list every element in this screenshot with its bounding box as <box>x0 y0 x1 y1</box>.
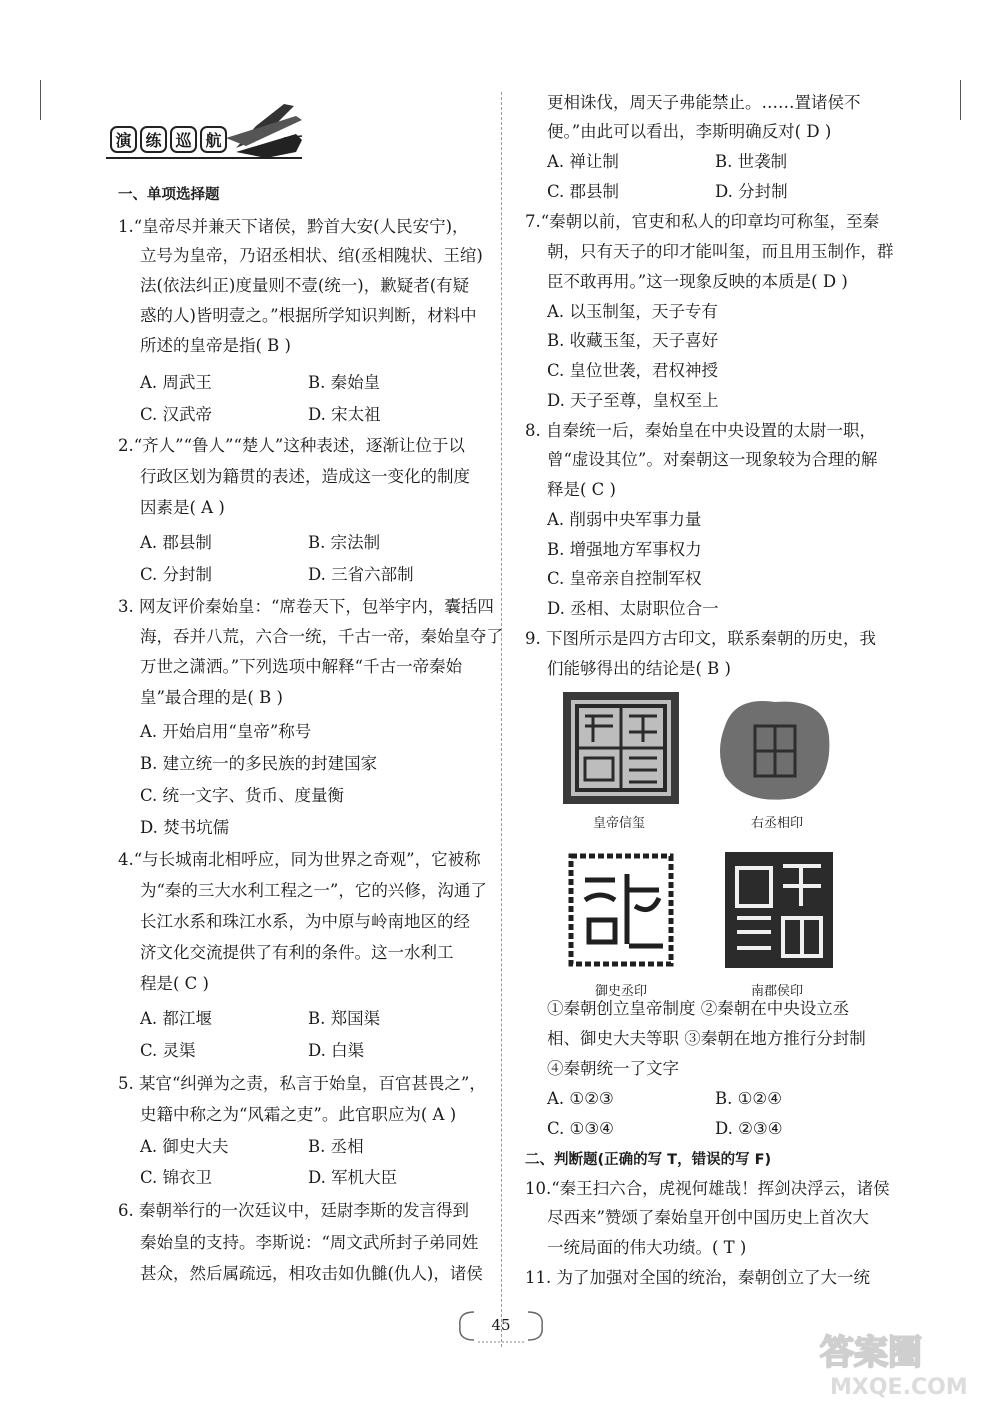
question-text: 11. 为了加强对全国的统治，秦朝创立了大一统 <box>525 1268 870 1287</box>
option: D. 军机大臣 <box>308 1168 398 1187</box>
seal-caption: 皇帝信玺 <box>593 816 646 831</box>
question-text: 2.“齐人”“鲁人”“楚人”这种表述，逐渐让位于以 <box>118 436 465 455</box>
seal-caption: 御史丞印 <box>595 984 648 999</box>
seal-image <box>725 852 833 968</box>
option: C. 锦衣卫 <box>140 1168 213 1187</box>
option: A. 削弱中央军事力量 <box>547 510 702 529</box>
option: B. ①②④ <box>715 1089 782 1108</box>
column-divider <box>501 92 502 1347</box>
question-text: 尽西来”赞颂了秦始皇开创中国历史上首次大 <box>547 1208 869 1227</box>
seal-caption: 右丞相印 <box>751 816 804 831</box>
question-text: 一统局面的伟大功绩。( T ) <box>547 1238 747 1257</box>
question-text: 行政区划为籍贯的表述，造成这一变化的制度 <box>140 467 470 486</box>
option: D. 焚书坑儒 <box>140 818 230 837</box>
option: D. 丞相、太尉职位合一 <box>547 599 719 618</box>
statement-text: ④秦朝统一了文字 <box>547 1059 679 1078</box>
question-text: 朝，只有天子的印才能叫玺，而且用玉制作，群 <box>547 242 894 261</box>
question-text: 因素是( A ) <box>140 498 225 517</box>
banner-char: 航 <box>200 126 227 153</box>
question-text: 6. 秦朝举行的一次廷议中，廷尉李斯的发言得到 <box>118 1201 469 1220</box>
question-text: 9. 下图所示是四方古印文，联系秦朝的历史，我 <box>525 629 876 648</box>
svg-text:答案圈: 答案圈 <box>820 1333 922 1373</box>
option: B. 秦始皇 <box>308 373 381 392</box>
question-text: 便。”由此可以看出，李斯明确反对( D ) <box>547 122 832 141</box>
option: C. 郡县制 <box>547 182 620 201</box>
question-text: 5. 某官“纠弹为之责，私言于始皇，百官甚畏之”， <box>118 1074 486 1093</box>
question-text: 释是( C ) <box>547 480 616 499</box>
svg-text:MXQE.COM: MXQE.COM <box>830 1375 968 1400</box>
statement-text: ①秦朝创立皇帝制度 ②秦朝在中央设立丞 <box>547 999 850 1018</box>
question-text: 8. 自秦统一后，秦始皇在中央设置的太尉一职， <box>525 421 876 440</box>
question-text: 程是( C ) <box>140 974 209 993</box>
question-text: 史籍中称之为“风霜之吏”。此官职应为( A ) <box>140 1105 457 1124</box>
option: D. 天子至尊，皇权至上 <box>547 391 719 410</box>
question-text: 更相诛伐，周天子弗能禁止。……置诸侯不 <box>547 93 861 112</box>
option: C. 汉武帝 <box>140 405 213 424</box>
option: C. 灵渠 <box>140 1041 196 1060</box>
option: C. ①③④ <box>547 1119 614 1138</box>
question-text: 万世之潇洒。”下列选项中解释“千古一帝秦始 <box>140 657 463 676</box>
option: B. 建立统一的多民族的封建国家 <box>140 754 378 773</box>
option: A. 郡县制 <box>140 533 212 552</box>
option: A. 御史大夫 <box>140 1137 229 1156</box>
question-text: 为“秦的三大水利工程之一”，它的兴修，沟通了 <box>140 881 487 900</box>
watermark-logo <box>800 1320 1000 1402</box>
option: A. 都江堰 <box>140 1009 212 1028</box>
question-text: 立号为皇帝，乃诏丞相状、绾(丞相隗状、王绾) <box>140 246 483 265</box>
question-text: 臣不敢再用。”这一现象反映的本质是( D ) <box>547 272 848 291</box>
option: A. 禅让制 <box>547 152 619 171</box>
question-text: 曾“虚设其位”。对秦朝这一现象较为合理的解 <box>547 450 878 469</box>
section-heading: 二、判断题(正确的写 T，错误的写 F) <box>525 1152 772 1168</box>
banner-char: 巡 <box>170 126 197 153</box>
question-text: 10.“秦王扫六合，虎视何雄哉！挥剑决浮云，诸侯 <box>525 1179 890 1198</box>
option: B. 世袭制 <box>715 152 788 171</box>
section-heading: 一、单项选择题 <box>118 187 220 203</box>
question-text: 济文化交流提供了有利的条件。这一水利工 <box>140 943 454 962</box>
option: B. 收藏玉玺，天子喜好 <box>547 331 719 350</box>
crop-mark <box>960 80 961 120</box>
question-text: 甚众，然后属疏远，相攻击如仇雠(仇人)，诸侯 <box>140 1264 483 1283</box>
seal-caption: 南郡侯印 <box>751 984 804 999</box>
seal-image <box>715 696 833 802</box>
seal-image <box>565 850 677 970</box>
question-text: 7.“秦朝以前，官吏和私人的印章均可称玺，至秦 <box>525 212 880 231</box>
option: D. ②③④ <box>715 1119 783 1138</box>
option: B. 丞相 <box>308 1137 364 1156</box>
statement-text: 相、御史大夫等职 ③秦朝在地方推行分封制 <box>547 1029 866 1048</box>
question-text: 法(依法纠正)度量则不壹(统一)，歉疑者(有疑 <box>140 276 470 295</box>
question-text: 惑的人)皆明壹之。”根据所学知识判断，材料中 <box>140 306 477 325</box>
option: C. 分封制 <box>140 565 213 584</box>
option: B. 郑国渠 <box>308 1009 381 1028</box>
option: B. 增强地方军事权力 <box>547 540 702 559</box>
question-text: 所述的皇帝是指( B ) <box>140 336 291 355</box>
banner-char: 演 <box>110 126 137 153</box>
option: B. 宗法制 <box>308 533 381 552</box>
crop-mark <box>40 80 41 120</box>
question-text: 3. 网友评价秦始皇：“席卷天下，包举宇内，囊括四 <box>118 597 494 616</box>
option: C. 统一文字、货币、度量衡 <box>140 786 345 805</box>
section-banner <box>106 96 306 168</box>
option: C. 皇帝亲自控制军权 <box>547 569 702 588</box>
option: D. 宋太祖 <box>308 405 381 424</box>
question-text: 海，吞并八荒，六合一统，千古一帝，秦始皇夺了 <box>140 627 503 646</box>
option: D. 分封制 <box>715 182 788 201</box>
option: A. ①②③ <box>547 1089 614 1108</box>
question-text: 4.“与长城南北相呼应，同为世界之奇观”，它被称 <box>118 850 481 869</box>
question-text: 皇”最合理的是( B ) <box>140 688 283 707</box>
question-text: 秦始皇的支持。李斯说：“周文武所封子弟同姓 <box>140 1233 479 1252</box>
page-number: 45 <box>491 1316 511 1334</box>
option: A. 周武王 <box>140 373 212 392</box>
option: D. 白渠 <box>308 1041 365 1060</box>
option: D. 三省六部制 <box>308 565 414 584</box>
question-text: 们能够得出的结论是( B ) <box>547 659 731 678</box>
seal-image <box>563 692 679 804</box>
question-text: 长江水系和珠江水系，为中原与岭南地区的经 <box>140 912 470 931</box>
question-text: 1.“皇帝尽并兼天下诸侯，黔首大安(人民安宁)， <box>118 217 469 236</box>
banner-char: 练 <box>140 126 167 153</box>
option: A. 开始启用“皇帝”称号 <box>140 722 312 741</box>
option: C. 皇位世袭，君权神授 <box>547 361 719 380</box>
option: A. 以玉制玺，天子专有 <box>547 302 718 321</box>
